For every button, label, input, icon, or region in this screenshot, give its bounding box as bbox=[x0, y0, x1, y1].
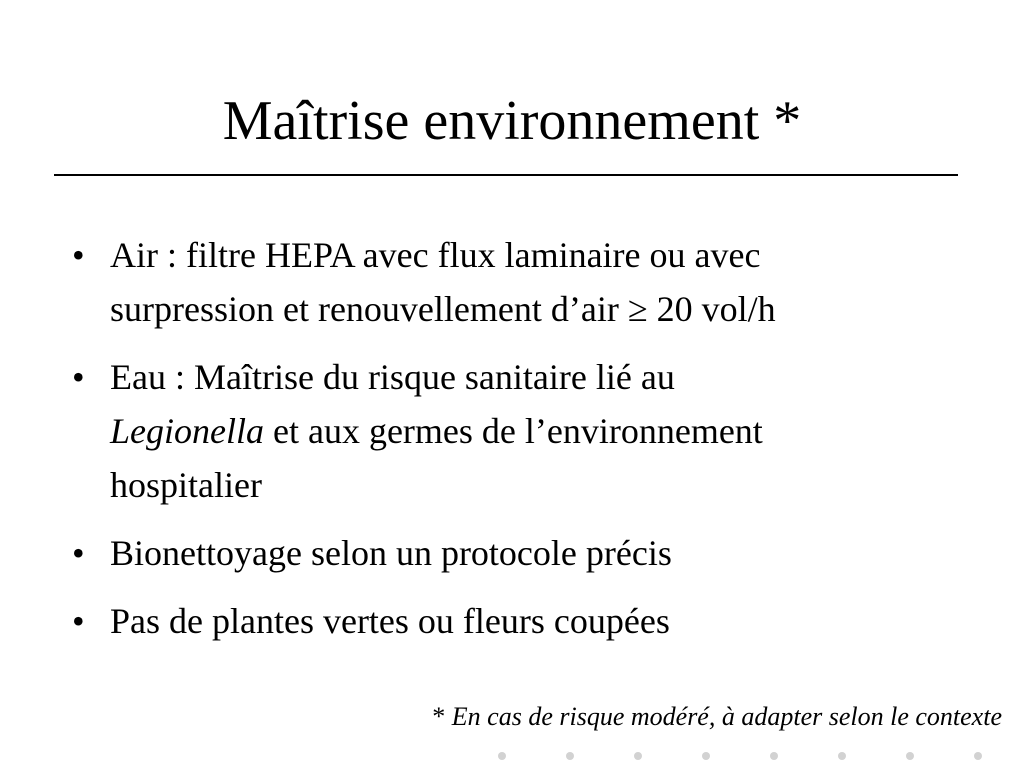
decorative-dot bbox=[770, 752, 778, 760]
footnote-asterisk: * bbox=[432, 702, 446, 731]
decorative-dot bbox=[498, 752, 506, 760]
bullet-text-line: Pas de plantes vertes ou fleurs coupées bbox=[110, 601, 670, 641]
bullet-item-eau bbox=[0, 350, 1024, 512]
decorative-dot bbox=[974, 752, 982, 760]
bullet-item-air bbox=[0, 228, 1024, 336]
title-underline bbox=[54, 174, 958, 176]
bullet-marker: • bbox=[72, 235, 85, 275]
decorative-dot bbox=[566, 752, 574, 760]
bullet-text-line: Air : filtre HEPA avec flux laminaire ou avec bbox=[110, 235, 761, 275]
bullet-text-fragment: et aux germes de l’environnement bbox=[263, 411, 763, 451]
decorative-dot bbox=[634, 752, 642, 760]
bullet-text-line: Bionettoyage selon un protocole précis bbox=[110, 533, 672, 573]
footnote bbox=[432, 700, 1002, 734]
decorative-dot bbox=[838, 752, 846, 760]
bullet-text-line bbox=[110, 404, 984, 458]
bullet-text-line: Eau : Maîtrise du risque sanitaire lié au bbox=[110, 357, 675, 397]
slide-title: Maîtrise environnement * bbox=[222, 90, 802, 152]
bullet-marker: • bbox=[72, 601, 85, 641]
bullet-item-bionettoyage bbox=[0, 526, 1024, 580]
bullet-marker: • bbox=[72, 533, 85, 573]
bullet-list bbox=[0, 228, 1024, 662]
bullet-item-plantes bbox=[0, 594, 1024, 648]
bullet-marker: • bbox=[72, 357, 85, 397]
bullet-text-line: hospitalier bbox=[110, 465, 262, 505]
bullet-text-line: surpression et renouvellement d’air ≥ 20 vol/h bbox=[110, 289, 776, 329]
footnote-text: En cas de risque modéré, à adapter selon le contexte bbox=[445, 702, 1002, 731]
legionella-italic: Legionella bbox=[110, 411, 264, 451]
decorative-dot-row bbox=[498, 752, 1008, 764]
decorative-dot bbox=[906, 752, 914, 760]
decorative-dot bbox=[702, 752, 710, 760]
